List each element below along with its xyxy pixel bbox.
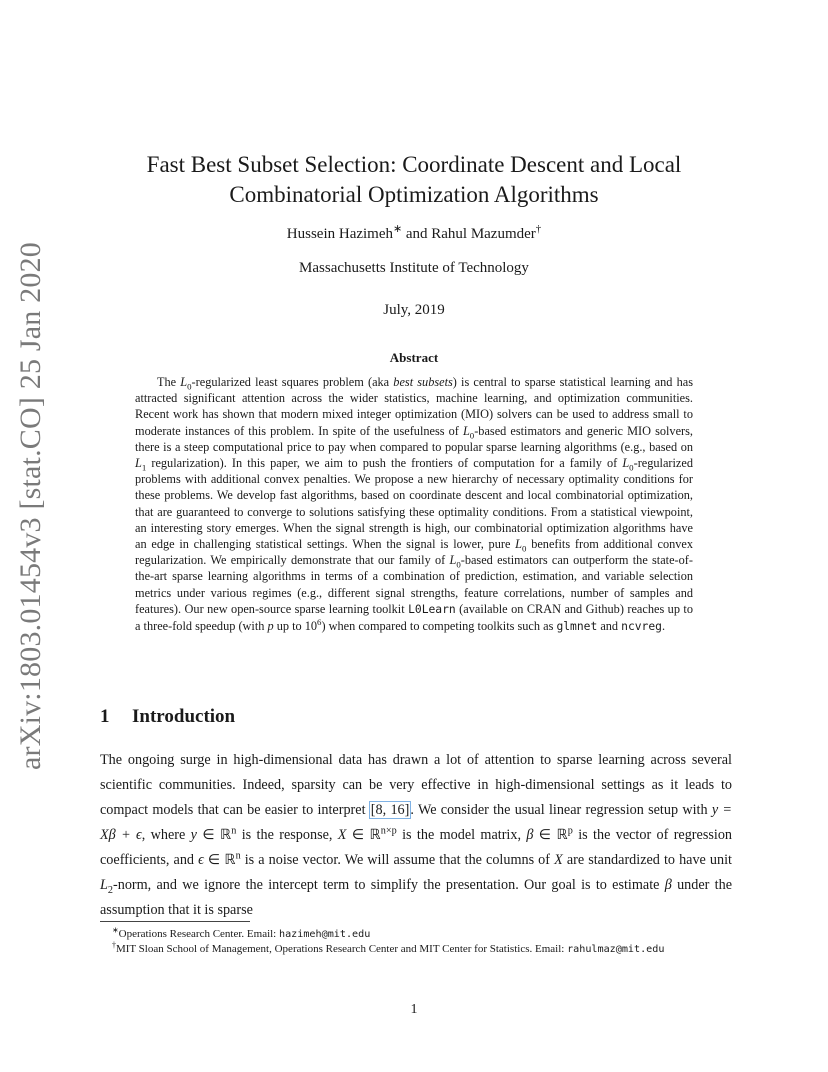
math-symbol: β — [664, 877, 672, 893]
math-symbol: β — [526, 827, 534, 843]
footnote-1: ∗Operations Research Center. Email: hazimeh@mit.edu — [112, 925, 371, 940]
citation-link[interactable]: [8, 16] — [370, 802, 410, 818]
publication-date: July, 2019 — [383, 302, 445, 318]
math-symbol: L — [100, 877, 108, 893]
title-line-2: Combinatorial Optimization Algorithms — [229, 182, 599, 207]
math-symbol: y — [711, 802, 719, 818]
math-symbol: ℝ — [369, 827, 381, 843]
math-subscript: 1 — [141, 462, 147, 473]
arxiv-identifier-stamp: arXiv:1803.01454v3 [stat.CO] 25 Jan 2020 — [14, 242, 47, 770]
section-title: Introduction — [132, 706, 236, 727]
math-subscript: 0 — [456, 559, 461, 570]
page-number: 1 — [410, 1002, 418, 1017]
section-number: 1 — [100, 706, 110, 727]
toolkit-name: L0Learn — [408, 602, 456, 616]
math-subscript: 0 — [629, 462, 634, 473]
math-subscript: 0 — [187, 381, 192, 392]
math-superscript: p — [567, 825, 573, 837]
math-subscript: 0 — [522, 543, 527, 554]
math-symbol: X — [337, 827, 347, 843]
footnote-divider — [100, 921, 250, 922]
author-list — [100, 223, 728, 243]
abstract-paragraph: The $L_0$-regularized least squares problem (aka best subsets) is central to sparse statistical learning and has attracted significant attention across the wider statistics, machine learning, and optimization communities. Recent work has shown that modern mixed integer optimization (MIO) solvers can be used to address small to moderate instances of this problem. In spite of the usefulness of $L_0$-based estimators and generic MIO solvers, there is a steep computational price to pay when compared to popular sparse learning algorithms (e.g., based on $L_1$ regularization). In this paper, we aim to push the frontiers of computation for a family of $L_0$-regularized problems with additional convex penalties. We propose a new hierarchy of necessary optimality conditions for these problems. We develop fast algorithms, based on coordinate descent and local combinatorial optimization, that are guaranteed to converge to solutions satisfying these optimality conditions. From a statistical viewpoint, an interesting story emerges. When the signal strength is high, our combinatorial optimization algorithms have an edge in challenging statistical settings. When the signal is lower, pure $L_0$ benefits from additional convex regularization. We empirically demonstrate that our family of $L_0$-based estimators can outperform the state-of-the-art sparse learning algorithms in terms of a combination of prediction, estimation, and variable selection metrics under various regimes (e.g., different signal strengths, feature correlations, number of samples and features). Our new open-source sparse learning toolkit L0Learn (available on CRAN and Github) reaches up to a three-fold speedup (with p up to $10^6$) when compared to competing toolkits such as glmnet and ncvreg. — [135, 375, 694, 634]
math-superscript: 6 — [317, 616, 322, 627]
math-symbol: L — [180, 375, 188, 389]
math-symbol: L — [515, 537, 523, 552]
math-symbol: p — [267, 619, 274, 634]
intro-paragraph: The ongoing surge in high-dimensional data has drawn a lot of attention to sparse learning across several scientific communities. Indeed, sparsity can be very effective in high-dimensional settings as it leads to compact models that can be easier to interpret [8, 16]. We consider the usual linear regression setup with y = Xβ + ϵ, where y ∈ ℝ$^n$ is the response, X ∈ ℝ$^{n\times p}$ is the model matrix, β ∈ ℝ$^p$ is the vector of regression coefficients, and ϵ ∈ ℝ$^n$ is a noise vector. We will assume that the columns of X are standardized to have unit $L_2$-norm, and we ignore the intercept term to simplify the presentation. Our goal is to estimate β under the assumption that it is sparse — [100, 752, 733, 918]
footnote-2: †MIT Sloan School of Management, Operations Research Center and MIT Center for Statistics. Email: rahulmaz@mit.edu — [112, 940, 665, 955]
math-symbol: ℝ — [556, 827, 568, 843]
math-subscript: 0 — [469, 430, 475, 441]
affiliation: Massachusetts Institute of Technology — [299, 260, 529, 276]
emphasis-text: best subsets — [393, 375, 453, 389]
math-symbol: L — [449, 553, 457, 568]
math-symbol: L — [622, 456, 630, 471]
author-name: Rahul Mazumder — [431, 226, 536, 242]
toolkit-name: ncvreg — [621, 620, 662, 634]
math-subscript: 2 — [107, 884, 113, 896]
math-symbol: ℝ — [224, 852, 236, 868]
math-superscript: n×p — [380, 825, 397, 837]
author-name: Hussein Hazimeh — [286, 226, 394, 242]
author-footnote-mark[interactable]: † — [535, 223, 542, 235]
math-symbol: y — [190, 827, 197, 843]
introduction-body — [100, 748, 732, 923]
title-line-1: Fast Best Subset Selection: Coordinate Descent and Local — [146, 152, 682, 177]
paper-title — [100, 150, 728, 210]
abstract-heading: Abstract — [389, 350, 439, 365]
math-symbol: L — [135, 456, 142, 471]
math-expression: = Xβ + ϵ — [100, 802, 733, 843]
math-superscript: n — [235, 850, 241, 862]
toolkit-name: glmnet — [556, 620, 598, 634]
section-heading — [100, 706, 235, 728]
math-symbol: ℝ — [220, 827, 232, 843]
math-symbol: ϵ — [198, 852, 204, 868]
email-address[interactable]: hazimeh@mit.edu — [279, 929, 371, 940]
author-footnote-mark[interactable]: ∗ — [393, 223, 403, 235]
math-superscript: n — [231, 825, 237, 837]
footnotes — [100, 927, 732, 957]
email-address[interactable]: rahulmaz@mit.edu — [567, 944, 665, 955]
math-symbol: X — [554, 852, 563, 868]
author-connector: and — [405, 226, 428, 242]
math-symbol: L — [462, 423, 470, 438]
abstract-body — [135, 374, 693, 635]
